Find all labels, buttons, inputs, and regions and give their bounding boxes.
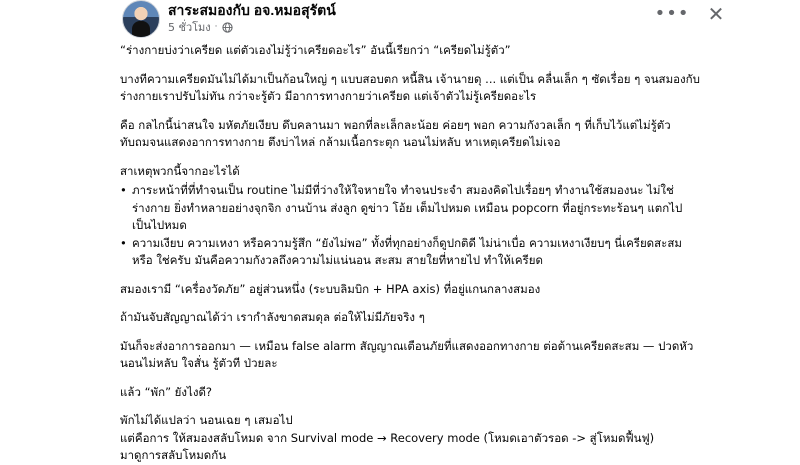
post-line: มาดูการสลับโหมดกัน <box>120 448 227 462</box>
bullet-text: ภาระหน้าที่ที่ทำจนเป็น routine ไม่มีที่ว่างให้ใจหายใจ ทำจนประจำ สมองคิดไปเรื่อยๆ ทำงานใช้สมองนะ ไม่ใช่ร่างกาย ยิ่งทำหลายอย่างจุกจิก งานบ้าน ส่งลูก ดูข่าว โอ้ย เต็มไปหมด เหมือน popcorn ที่อยู่กระทะร้อนๆ แตกไปเป็นไปหมด <box>132 183 683 232</box>
bullet-item <box>120 182 700 235</box>
post-paragraph: มันก็จะส่งอาการออกมา — เหมือน false alarm สัญญาณเตือนภัยที่แสดงออกทางกาย ต่อต้านเครียดสะสม — ปวดหัว นอนไม่หลับ ใจสั่น รู้ตัวที ป่วยละ <box>120 338 694 370</box>
bullet-icon: • <box>120 235 127 250</box>
post-paragraph: คือ กลไกนี้น่าสนใจ มหัตภัยเงียบ ดึบคลานมา พอกที่ละเล็กละน้อย ค่อยๆ พอก ความกังวลเล็ก ๆ ที่เก็บไว้แต่ไม่รู้ตัว ทับถมจนแสดงอาการทางกาย ตึงบ่าไหล่ กล้ามเนื้อกระตุก นอนไม่หลับ หาเหตุเครียดไม่เจอ <box>120 117 671 149</box>
post-time[interactable]: 5 ชั่วโมง <box>168 21 211 34</box>
avatar[interactable] <box>122 0 160 38</box>
bullet-text: ความเงียบ ความเหงา หรือความรู้สึก “ยังไม่พอ” ทั้งที่ทุกอย่างก็ดูปกติดี ไม่น่าเบื่อ ความเหงาเงียบๆ นี่เครียดสะสมหรือ ใช่ครับ มันคือความกังวลถึงความไม่แน่นอน สะสม สายใยที่หายไป ทำให้เครียด <box>132 235 682 267</box>
globe-icon <box>222 22 233 33</box>
post-paragraph: ถ้ามันจับสัญญาณได้ว่า เรากำลังขาดสมดุล ต่อให้ไม่มีภัยจริง ๆ <box>120 310 425 324</box>
post-paragraph: แล้ว “พัก” ยังไงดี? <box>120 384 213 399</box>
post-paragraph: บางทีความเครียดมันไม่ได้มาเป็นก้อนใหญ่ ๆ แบบสอบตก หนี้สิน เจ้านายดุ ... แต่เป็น คลื่นเล็ก ๆ ซัดเรื่อย ๆ จนสมองกับร่างกายเราปรับไม่ทัน กว่าจะรู้ตัว มีอาการทางกายว่าเครียด แต่เจ้าตัวไม่รู้เครียดอะไร <box>120 71 700 103</box>
post-paragraph: “ร่างกายบ่งว่าเครียด แต่ตัวเองไม่รู้ว่าเครียดอะไร” อันนี้เรียกว่า “เครียดไม่รู้ตัว” <box>120 43 511 57</box>
more-options-button[interactable]: ••• <box>654 3 690 24</box>
post-header <box>120 0 700 40</box>
post-meta <box>168 18 233 36</box>
separator-dot: · <box>214 22 218 32</box>
page-name[interactable]: สาระสมองกับ อจ.หมอสุรัตน์ <box>168 2 336 18</box>
post-actions <box>654 2 726 26</box>
post-body <box>120 42 700 465</box>
post-line: แต่คือการ ให้สมองสลับโหมด จาก Survival mode → Recovery mode (โหมดเอาตัวรอด -> สู่โหมดฟื้นฟู) <box>120 430 655 445</box>
bullet-icon: • <box>120 183 127 197</box>
post-line: พักไม่ได้แปลว่า นอนเฉย ๆ เสมอไป <box>120 413 293 427</box>
bullet-item <box>120 235 700 270</box>
post-paragraph: สมองเรามี “เครื่องวัดภัย” อยู่ส่วนหนึ่ง (ระบบลิมบิก + HPA axis) ที่อยู่แกนกลางสมอง <box>120 281 541 296</box>
close-button[interactable]: ✕ <box>707 2 725 26</box>
post-paragraph: สาเหตุพวกนี้จากอะไรได้ <box>120 163 240 178</box>
